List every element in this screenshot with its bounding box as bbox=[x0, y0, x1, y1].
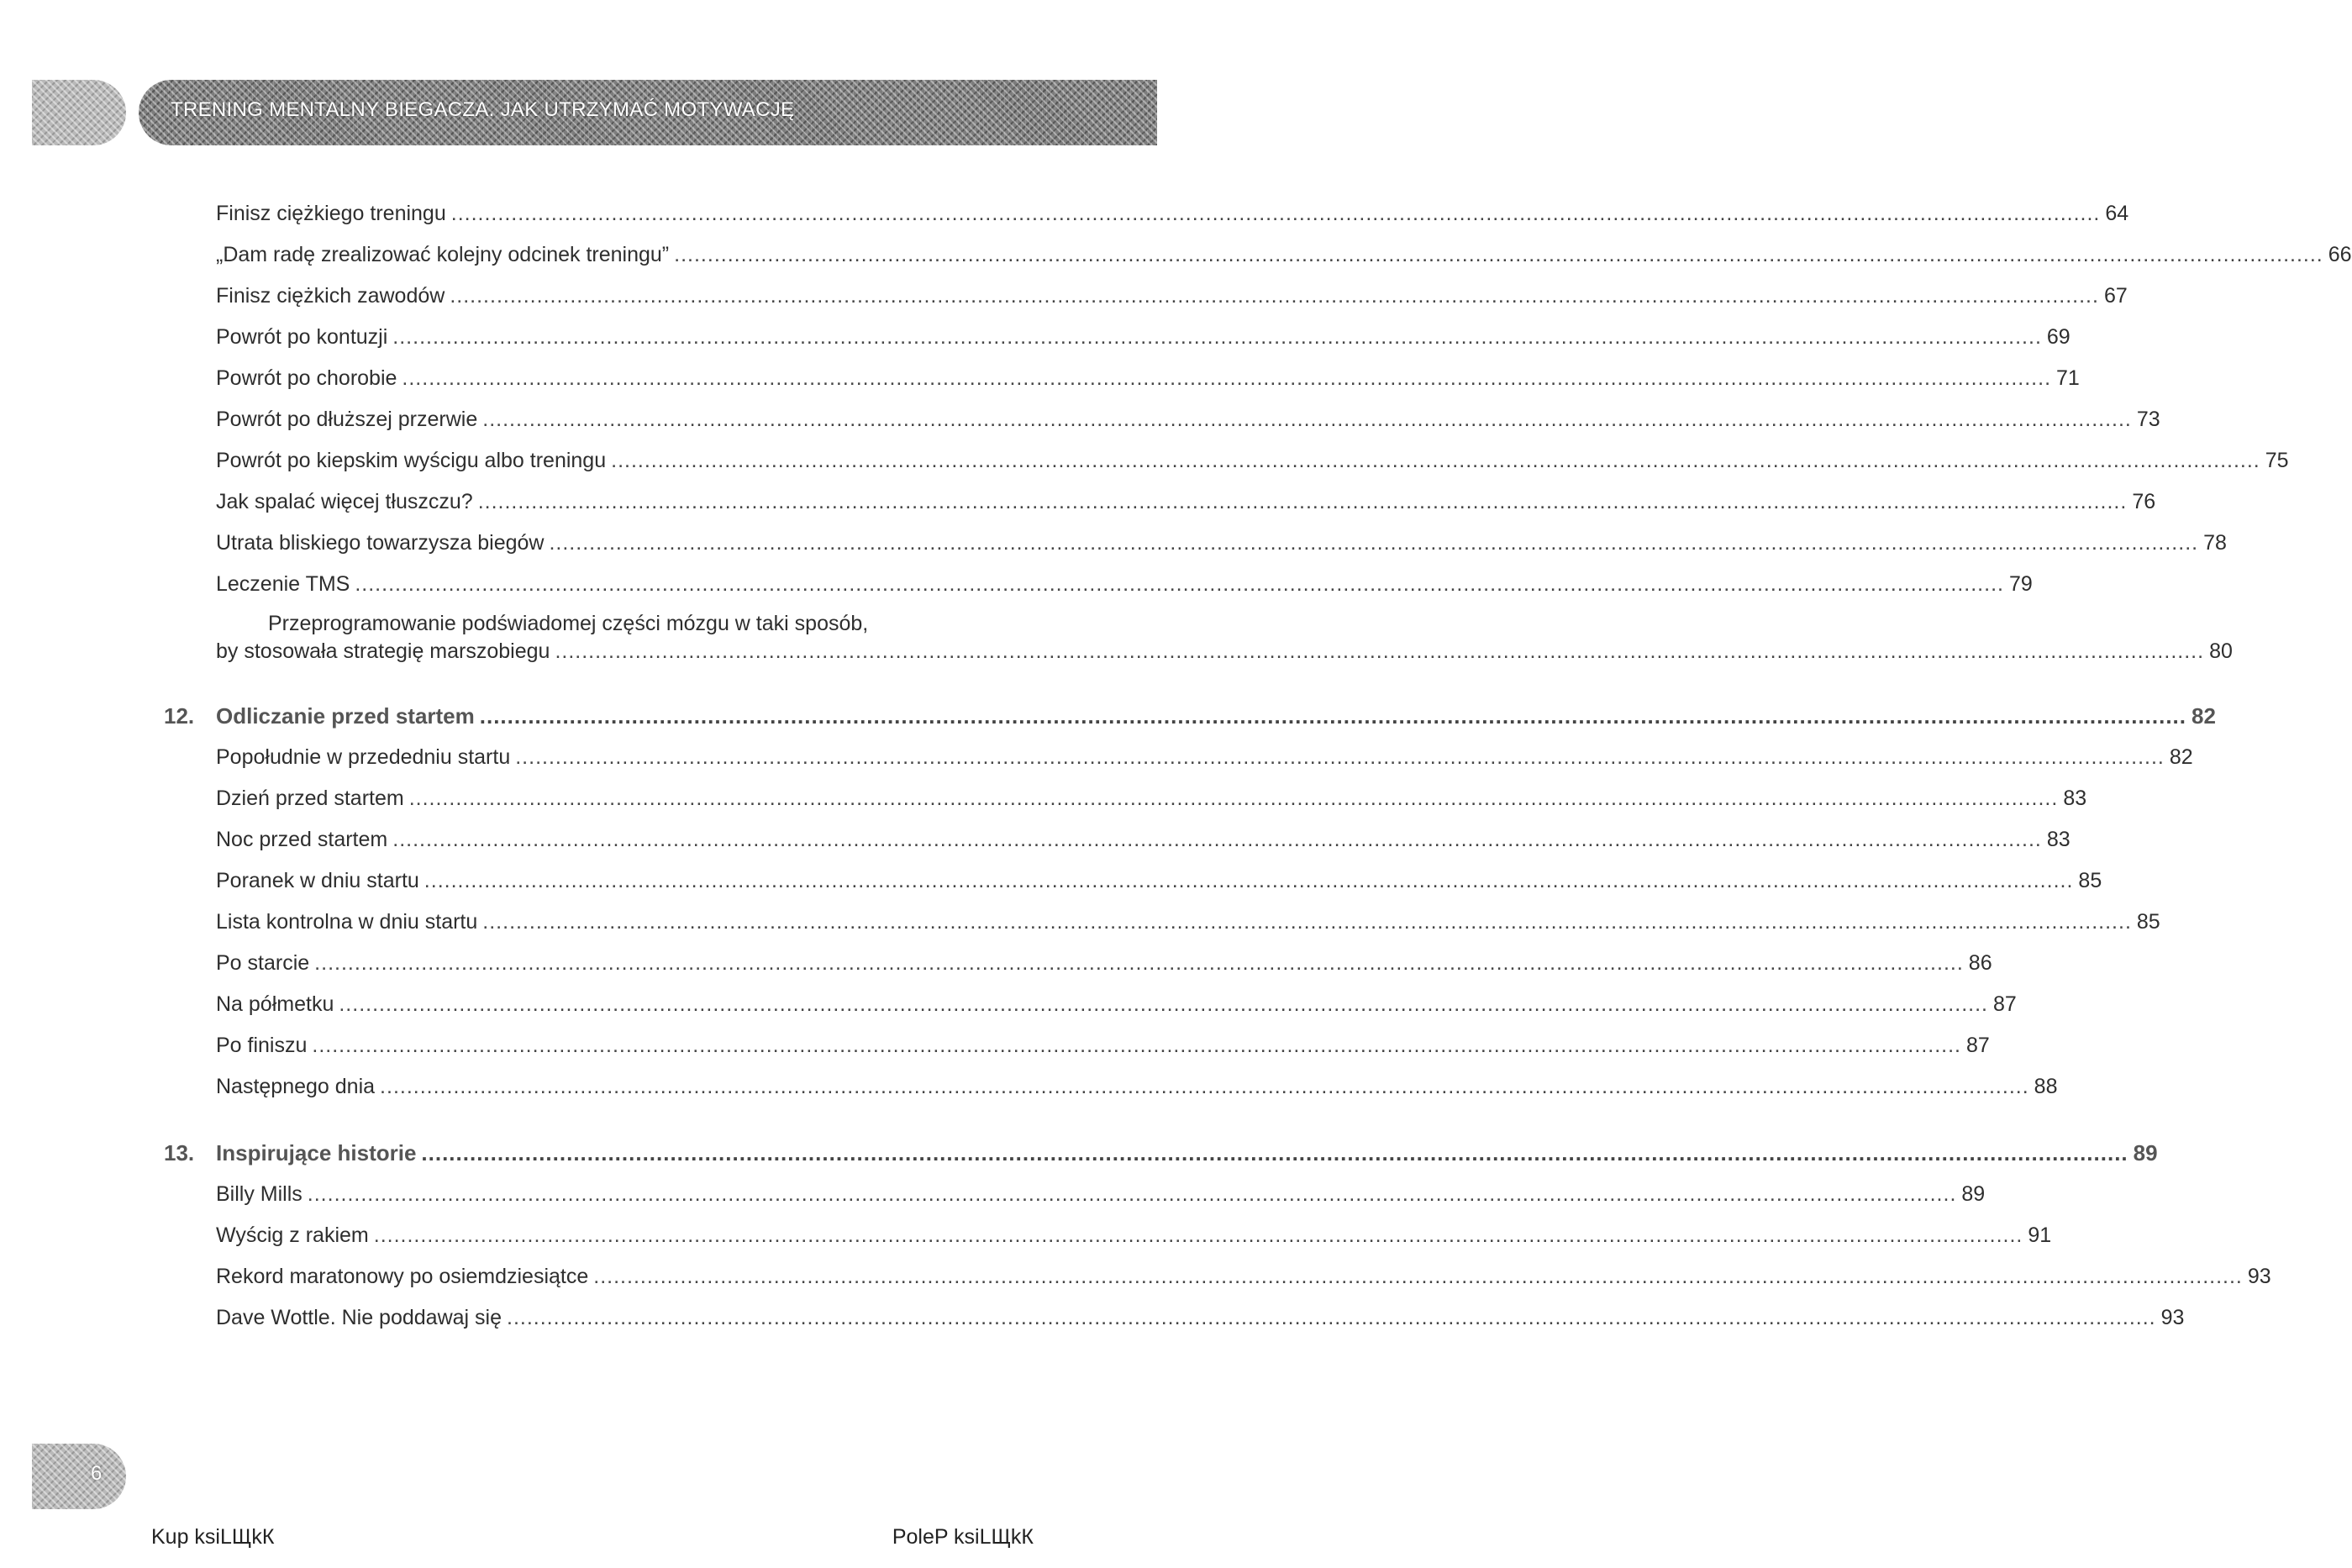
header-bar bbox=[139, 80, 1157, 145]
toc-entry-page: 89 bbox=[1961, 1182, 1986, 1206]
toc-entry-title: Powrót po kontuzji bbox=[216, 325, 388, 349]
chapter-page: 82 bbox=[2192, 703, 2216, 729]
dot-leader bbox=[424, 860, 2074, 902]
toc-entry-page: 66 bbox=[2328, 243, 2352, 266]
toc-entry-page: 67 bbox=[2103, 284, 2128, 308]
toc-entry[interactable] bbox=[164, 737, 2193, 778]
dot-leader bbox=[392, 317, 2042, 358]
header-tab-decoration bbox=[32, 80, 126, 145]
dot-leader bbox=[480, 696, 2186, 737]
dot-leader bbox=[355, 564, 2004, 605]
toc-entry-title: Finisz ciężkich zawodów bbox=[216, 284, 445, 308]
toc-entry[interactable] bbox=[164, 440, 2289, 481]
toc-entry-title: Dzień przed startem bbox=[216, 787, 404, 810]
toc-entry-page: 86 bbox=[1968, 951, 1992, 975]
toc-entry[interactable] bbox=[164, 399, 2160, 440]
toc-entry-page: 93 bbox=[2247, 1265, 2271, 1288]
toc-entry-title: Po finiszu bbox=[216, 1034, 308, 1057]
toc-entry[interactable] bbox=[164, 523, 2227, 564]
toc-entry-title: Leczenie TMS bbox=[216, 572, 350, 596]
running-header-title: TRENING MENTALNY BIEGACZA. JAK UTRZYMAĆ MOTYWACJĘ bbox=[171, 98, 795, 121]
toc-entry[interactable] bbox=[164, 984, 2017, 1025]
toc-entry-title-line2: by stosowała strategię marszobiegu bbox=[216, 639, 550, 663]
dot-leader bbox=[555, 638, 2204, 666]
toc-entry-title: Billy Mills bbox=[216, 1182, 303, 1206]
toc-entry[interactable] bbox=[164, 943, 1992, 984]
toc-entry[interactable] bbox=[164, 1297, 2185, 1339]
dot-leader bbox=[482, 399, 2132, 440]
toc-entry-page: 75 bbox=[2265, 449, 2289, 472]
dot-leader bbox=[549, 523, 2198, 564]
toc-entry-title: Powrót po kiepskim wyścigu albo treningu bbox=[216, 449, 607, 472]
toc-entry[interactable] bbox=[164, 1256, 2271, 1297]
footer-tab-decoration bbox=[32, 1444, 126, 1509]
chapter-page: 89 bbox=[2133, 1140, 2158, 1165]
dot-leader bbox=[482, 902, 2132, 943]
toc-entry[interactable] bbox=[164, 1174, 1986, 1215]
dot-leader bbox=[380, 1066, 2029, 1108]
chapter-number: 13. bbox=[164, 1140, 195, 1165]
toc-entry-page: 88 bbox=[2034, 1075, 2058, 1098]
toc-entry-page: 80 bbox=[2209, 639, 2233, 663]
toc-entry[interactable] bbox=[164, 778, 2087, 819]
chapter-heading[interactable] bbox=[164, 1133, 2158, 1174]
toc-entry-page: 83 bbox=[2063, 787, 2087, 810]
toc-entry-title: Powrót po dłuższej przerwie bbox=[216, 408, 478, 431]
toc-entry-page: 71 bbox=[2056, 366, 2080, 390]
toc-entry[interactable] bbox=[164, 902, 2160, 943]
toc-entry-title: Finisz ciężkiego treningu bbox=[216, 202, 446, 225]
dot-leader bbox=[515, 737, 2165, 778]
toc-entry[interactable] bbox=[164, 564, 2033, 605]
toc-entry[interactable] bbox=[164, 276, 2128, 317]
toc-entry[interactable] bbox=[164, 1066, 2058, 1108]
dot-leader bbox=[450, 276, 2099, 317]
toc-entry[interactable] bbox=[164, 1215, 2052, 1256]
toc-entry-page: 69 bbox=[2046, 325, 2070, 349]
toc-entry-page: 87 bbox=[1966, 1034, 1990, 1057]
page-number: 6 bbox=[91, 1462, 103, 1485]
toc-entry-page: 93 bbox=[2160, 1306, 2185, 1329]
toc-entry[interactable] bbox=[164, 1025, 1990, 1066]
dot-leader bbox=[478, 481, 2128, 523]
toc-entry-title: Noc przed startem bbox=[216, 828, 388, 851]
toc-entry-title: Wyścig z rakiem bbox=[216, 1223, 369, 1247]
toc-entry-page: 64 bbox=[2105, 202, 2129, 225]
toc-entry-page: 78 bbox=[2203, 531, 2227, 555]
toc-entry-page: 85 bbox=[2078, 869, 2102, 892]
dot-leader bbox=[593, 1256, 2243, 1297]
dot-leader bbox=[409, 778, 2059, 819]
toc-entry[interactable] bbox=[164, 358, 2080, 399]
toc-entry-title: Na półmetku bbox=[216, 992, 334, 1016]
toc-entry-title: Jak spalać więcej tłuszczu? bbox=[216, 490, 473, 513]
dot-leader bbox=[507, 1297, 2156, 1339]
toc-entry[interactable] bbox=[164, 234, 2352, 276]
dot-leader bbox=[451, 193, 2101, 234]
dot-leader bbox=[674, 234, 2323, 276]
table-of-contents bbox=[164, 193, 2352, 1339]
toc-entry-title: Lista kontrolna w dniu startu bbox=[216, 910, 478, 934]
toc-entry[interactable] bbox=[164, 605, 2233, 671]
toc-entry-title: Poranek w dniu startu bbox=[216, 869, 419, 892]
toc-entry-title-line1: Przeprogramowanie podświadomej części mózgu w taki sposób, bbox=[268, 612, 869, 635]
dot-leader bbox=[374, 1215, 2023, 1256]
toc-entry-page: 83 bbox=[2046, 828, 2070, 851]
toc-entry[interactable] bbox=[164, 481, 2156, 523]
toc-entry[interactable] bbox=[164, 317, 2070, 358]
chapter-title: Odliczanie przed startem bbox=[216, 703, 475, 729]
dot-leader bbox=[402, 358, 2051, 399]
recommend-book-link[interactable]: PoleP ksiLЩkК bbox=[892, 1525, 1034, 1549]
toc-entry-title: „Dam radę zrealizować kolejny odcinek treningu” bbox=[216, 243, 670, 266]
dot-leader bbox=[421, 1133, 2128, 1174]
toc-entry-title: Powrót po chorobie bbox=[216, 366, 397, 390]
toc-entry-title: Następnego dnia bbox=[216, 1075, 376, 1098]
buy-book-link[interactable]: Kup ksiLЩkК bbox=[151, 1525, 275, 1549]
toc-entry-page: 73 bbox=[2136, 408, 2160, 431]
toc-entry-page: 85 bbox=[2136, 910, 2160, 934]
toc-entry-page: 87 bbox=[1992, 992, 2017, 1016]
toc-entry[interactable] bbox=[164, 860, 2102, 902]
chapter-heading[interactable] bbox=[164, 696, 2216, 737]
toc-entry-title: Po starcie bbox=[216, 951, 310, 975]
toc-entry-title: Popołudnie w przededniu startu bbox=[216, 745, 511, 769]
dot-leader bbox=[314, 943, 1964, 984]
dot-leader bbox=[308, 1174, 1957, 1215]
dot-leader bbox=[611, 440, 2260, 481]
toc-entry-page: 91 bbox=[2028, 1223, 2052, 1247]
toc-entry[interactable] bbox=[164, 819, 2070, 860]
toc-entry[interactable] bbox=[164, 193, 2129, 234]
toc-entry-page: 79 bbox=[2008, 572, 2033, 596]
chapter-title: Inspirujące historie bbox=[216, 1140, 417, 1165]
toc-entry-title: Dave Wottle. Nie poddawaj się bbox=[216, 1306, 502, 1329]
chapter-number: 12. bbox=[164, 703, 195, 729]
dot-leader bbox=[392, 819, 2042, 860]
toc-entry-page: 82 bbox=[2169, 745, 2193, 769]
dot-leader bbox=[312, 1025, 1961, 1066]
toc-entry-title: Utrata bliskiego towarzysza biegów bbox=[216, 531, 545, 555]
toc-entry-page: 76 bbox=[2132, 490, 2156, 513]
dot-leader bbox=[339, 984, 1988, 1025]
toc-entry-title: Rekord maratonowy po osiemdziesiątce bbox=[216, 1265, 589, 1288]
